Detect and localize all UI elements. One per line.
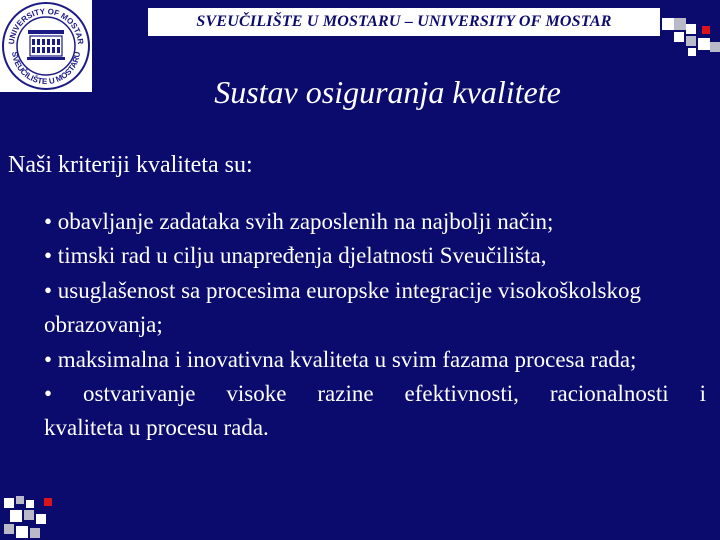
slide-subtitle: Naši kriteriji kvaliteta su:: [8, 152, 253, 178]
list-item: kvaliteta u procesu rada.: [44, 415, 269, 441]
decorative-squares-bottom-left: [0, 488, 60, 540]
header-band: [148, 8, 660, 36]
criteria-list: [44, 205, 706, 446]
decorative-squares-top-right: [660, 0, 720, 60]
university-name: SVEUČILIŠTE U MOSTARU – UNIVERSITY OF MOSTAR: [196, 13, 612, 30]
logo-bottom-text: SVEUČILIŠTE U MOSTARU: [9, 50, 83, 87]
list-item: • ostvarivanje visoke razine efektivnosti, racionalnosti i: [44, 381, 706, 407]
list-item: • timski rad u cilju unapređenja djelatnosti Sveučilišta,: [44, 243, 547, 269]
list-item: • obavljanje zadataka svih zaposlenih na najbolji način;: [44, 209, 554, 234]
logo-top-text: UNIVERSITY OF MOSTAR: [6, 6, 86, 45]
slide-title: Sustav osiguranja kvalitete: [214, 74, 561, 110]
list-item: • usuglašenost sa procesima europske integracije visokoškolskog obrazovanja;: [44, 277, 641, 338]
list-item: • maksimalna i inovativna kvaliteta u svim fazama procesa rada;: [44, 346, 637, 372]
